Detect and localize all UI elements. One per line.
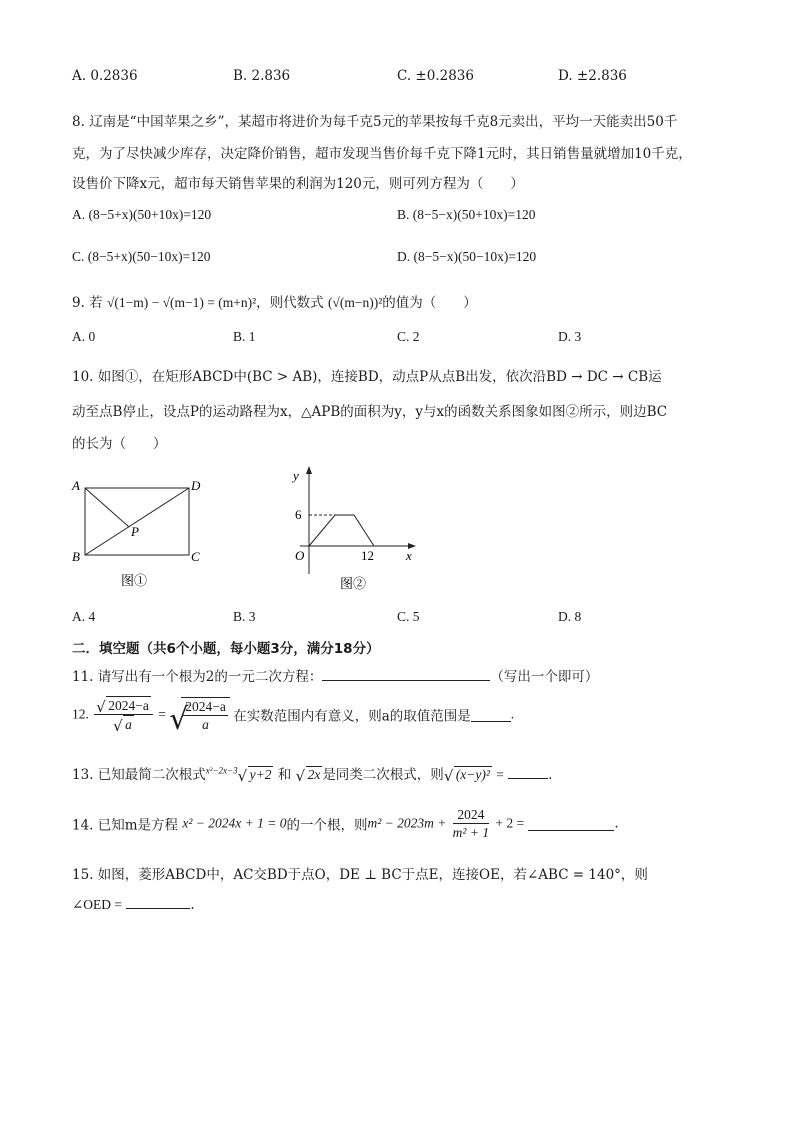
q8-line2: 克，为了尽快减少库存，决定降价销售，超市发现当售价每千克下降1元时，其日销售量就增加10千克， [72, 146, 692, 162]
q14-text1: 14. 已知m是方程 [72, 817, 179, 834]
q15-line2 [72, 894, 195, 913]
q14-fraction-denominator: m² + 1 [452, 825, 490, 840]
q12-left-fraction: √ 2024−a √ a [94, 696, 153, 733]
label-x: x [406, 548, 412, 563]
q9-stem [72, 291, 477, 311]
q13-and: 和 [277, 767, 292, 783]
q13-radicand-2: 2x [307, 767, 321, 782]
q12-end: . [510, 706, 515, 722]
q15-answer-blank[interactable] [126, 894, 190, 909]
label-six: 6 [295, 507, 302, 522]
q13-radicand-1: y+2 [249, 767, 272, 782]
q12-right-numerator: 2024−a [185, 698, 226, 714]
label-origin: O [295, 548, 305, 563]
q8-option-b: B. (8−5−x)(50+10x)=120 [397, 207, 536, 222]
q12-number: 12. [72, 706, 89, 722]
q10-option-b: B. 3 [233, 609, 256, 624]
q10-option-d: D. 8 [558, 609, 582, 624]
figure-2-caption: 图② [340, 577, 367, 592]
q13-radical-3: √ (x−y)² [443, 767, 490, 785]
label-d: D [191, 478, 201, 493]
q9-option-c: C. 2 [397, 329, 420, 344]
q14 [72, 806, 619, 841]
q8-line1: 8. 辽南是“中国苹果之乡”，某超市将进价为每千克5元的苹果按每千克8元卖出，平均一天能卖出50千 [72, 114, 678, 130]
q11 [72, 665, 598, 685]
figure-1-caption: 图① [121, 574, 148, 589]
q8-option-c: C. (8−5+x)(50−10x)=120 [72, 249, 211, 264]
q14-answer-blank[interactable] [528, 816, 614, 831]
label-y: y [293, 468, 299, 483]
q9-suffix: 的值为（ ） [382, 295, 477, 311]
label-twelve: 12 [361, 548, 374, 563]
q11-answer-blank[interactable] [322, 666, 490, 681]
function-graph [309, 515, 374, 546]
q9-mid: ，则代数式 [256, 295, 324, 311]
q10-line3: 的长为（ ） [72, 436, 167, 452]
q8-line3: 设售价下降x元，超市每天销售苹果的利润为120元，则可列方程为（ ） [72, 176, 524, 192]
q12-left-numerator: 2024−a [108, 698, 149, 713]
q14-expr2: + 2 = [495, 815, 525, 831]
q8-option-a: A. (8−5+x)(50+10x)=120 [72, 207, 212, 222]
q13-end: . [548, 767, 553, 783]
label-b: B [72, 549, 80, 564]
q9-option-d: D. 3 [558, 329, 582, 344]
y-axis-arrow [306, 466, 312, 474]
q11-text: 11. 请写出有一个根为2的一元二次方程： [72, 669, 323, 685]
q12: 12. √ 2024−a √ a = √ $\frac{2024-a}{a}$ 在实数范围内有意义，则a的取值范围是 . [72, 698, 515, 737]
q7-option-a: A. 0.2836 [72, 68, 138, 84]
q15-angle-label: ∠OED = [72, 897, 123, 912]
label-c: C [191, 549, 200, 564]
q13-index: x²−2x−3 [205, 765, 238, 776]
q9-option-b: B. 1 [233, 329, 256, 344]
q14-text2: 的一个根，则 [286, 817, 368, 834]
q10-figure-2 [282, 462, 422, 592]
q12-text: 在实数范围内有意义，则a的取值范围是 [233, 708, 471, 725]
q13 [72, 763, 552, 783]
q10-option-c: C. 5 [397, 609, 420, 624]
label-p: P [131, 524, 139, 539]
q9-prefix: 9. 若 [72, 295, 103, 311]
q7-option-d: D. ±2.836 [558, 68, 627, 84]
q13-equals: = [496, 767, 504, 782]
q8-option-d: D. (8−5−x)(50−10x)=120 [397, 249, 537, 264]
q12-right-radical: √ $\frac{2024-a}{a}$ [169, 697, 230, 733]
q15-end: . [190, 897, 195, 913]
q7-option-b: B. 2.836 [233, 68, 291, 84]
q10-figure-1 [66, 472, 216, 592]
q11-tail: （写出一个即可） [490, 669, 599, 685]
q14-expr1: m² − 2023m + [367, 815, 447, 831]
q15-line1: 15. 如图，菱形ABCD中，AC交BD于点O，DE ⊥ BC于点E，连接OE，若∠ABC = 140°，则 [72, 867, 648, 883]
q9-option-a: A. 0 [72, 329, 96, 344]
q13-radicand-3: (x−y)² [455, 767, 490, 782]
q10-line1: 10. 如图①，在矩形ABCD中(BC > AB)，连接BD，动点P从点B出发，依次沿BD → DC → CB运 [72, 369, 662, 385]
q9-equation: √(1−m) − √(m−1) = (m+n)² [106, 295, 257, 310]
segment-ap [85, 488, 129, 527]
q13-radical-2: √ 2x [295, 767, 321, 785]
q7-option-c: C. ±0.2836 [397, 68, 474, 84]
q12-left-denominator: a [125, 717, 132, 732]
q10-option-a: A. 4 [72, 609, 96, 624]
q14-fraction-numerator: 2024 [453, 806, 489, 824]
q10-line2: 动至点B停止，设点P的运动路程为x，△APB的面积为y，y与x的函数关系图象如图②所示，则边BC [72, 404, 668, 420]
q14-end: . [614, 815, 619, 832]
label-a: A [72, 478, 80, 493]
q12-answer-blank[interactable] [471, 707, 511, 722]
diagonal-bd [85, 488, 189, 555]
section-2-heading: 二．填空题（共6个小题，每小题3分，满分18分） [72, 641, 380, 657]
q12-right-denominator: a [202, 716, 209, 732]
q14-fraction [453, 806, 489, 841]
q9-expression: (√(m−n))² [327, 295, 383, 310]
q14-equation: x² − 2024x + 1 = 0 [182, 815, 287, 831]
q13-text1: 13. 已知最简二次根式 [72, 767, 206, 783]
q13-text2: 是同类二次根式，则 [322, 767, 444, 783]
q13-radical-1: √ y+2 [237, 767, 272, 785]
q13-answer-blank[interactable] [508, 764, 548, 779]
